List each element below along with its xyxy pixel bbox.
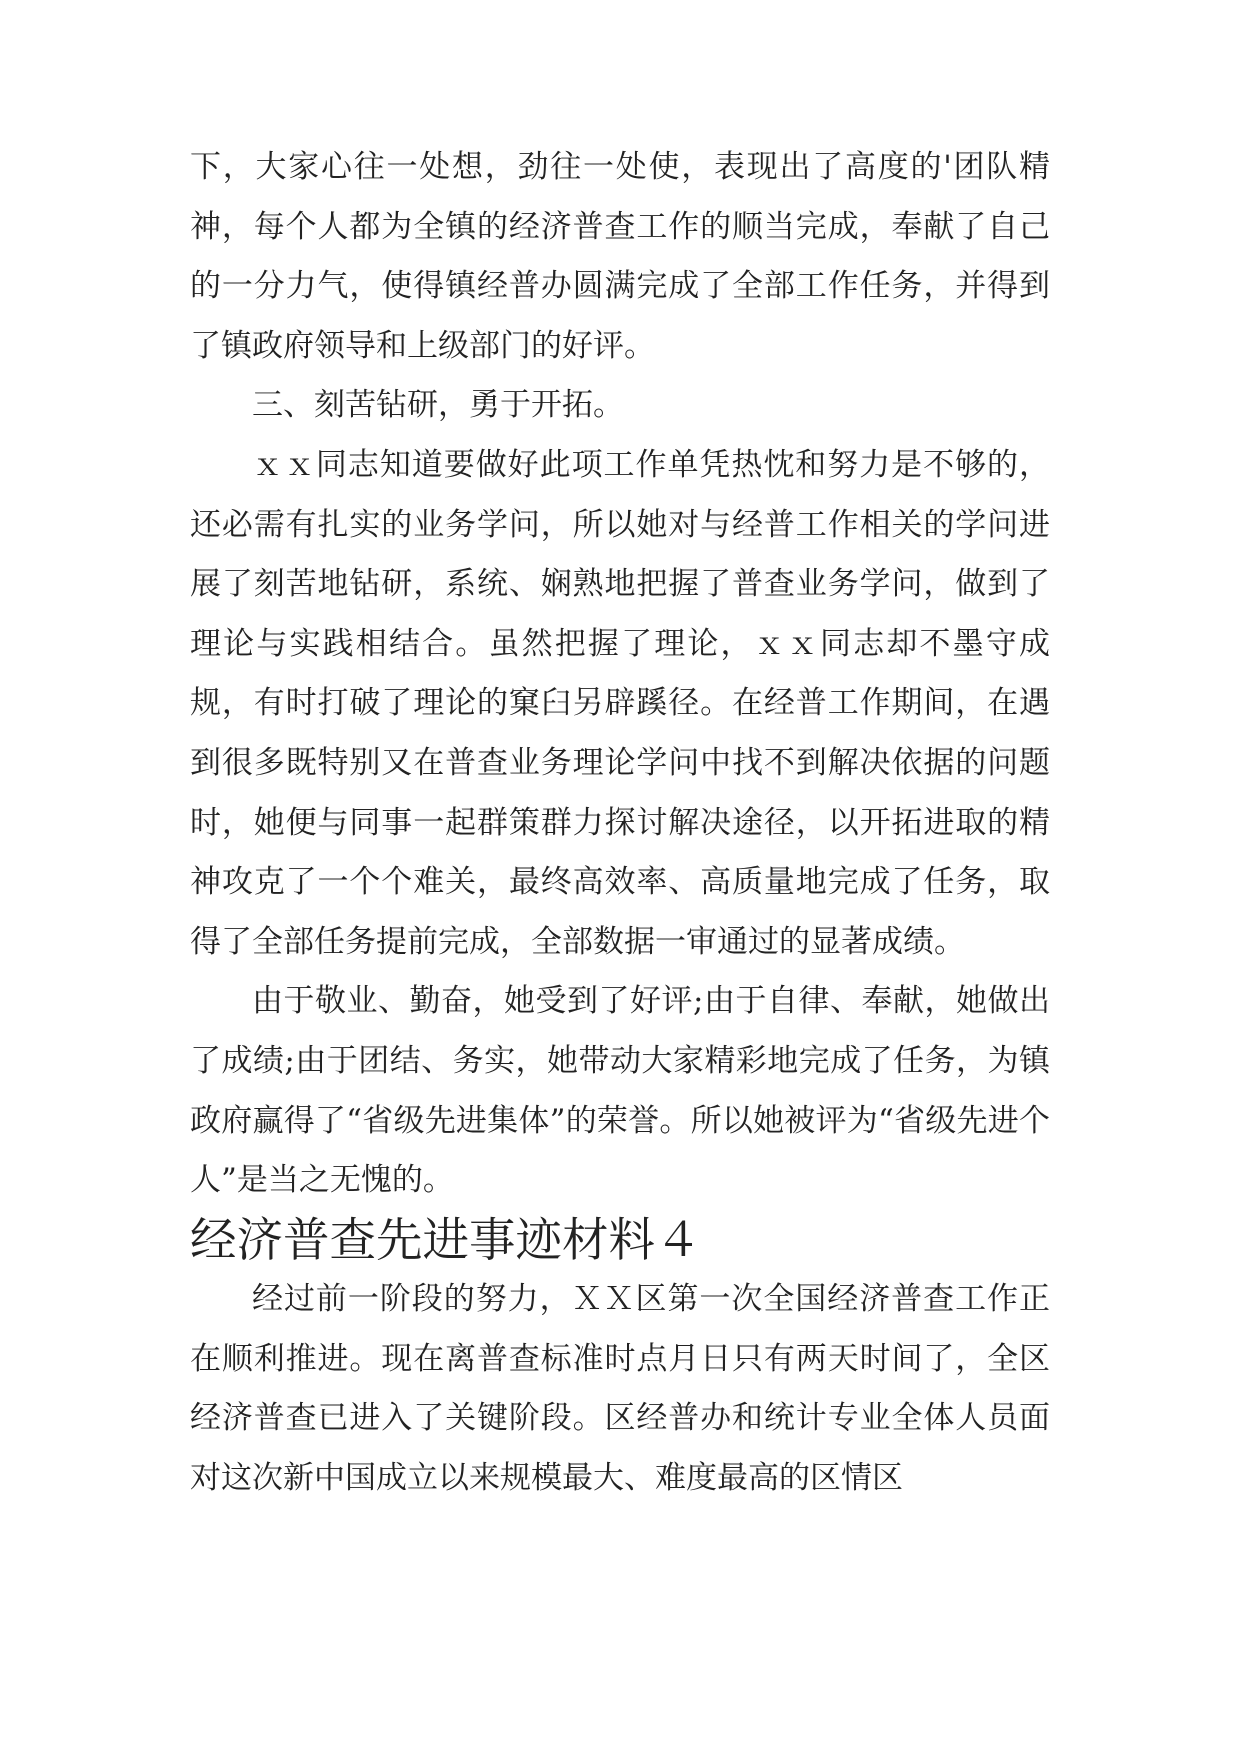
material-title-4: 经济普查先进事迹材料４ [190,1212,702,1267]
paragraph-research: ｘｘ同志知道要做好此项工作单凭热忱和努力是不够的，还必需有扎实的业务学问，所以她对与经普工作相关的学问进展了刻苦地钻研，系统、娴熟地把握了普查业务学问，做到了理论与实践相结合。虽然把握了理论，ｘｘ同志却不墨守成规，有时打破了理论的窠臼另辟蹊径。在经普工作期间，在遇到很多既特别又在普查业务理论学问中找不到解决依据的问题时，她便与同事一起群策群力探讨解决途径，以开拓进取的精神攻克了一个个难关，最终高效率、高质量地完成了任务，取得了全部任务提前完成，全部数据一审通过的显著成绩。 [190,446,1050,960]
paragraph-progress: 经过前一阶段的努力，ＸＸ区第一次全国经济普查工作正在顺利推进。现在离普查标准时点月日只有两天时间了，全区经济普查已进入了关键阶段。区经普办和统计专业全体人员面对这次新中国成立以来规模最大、难度最高的区情区 [190,1281,1050,1497]
document-page [190,138,1050,1509]
paragraph-continuation: 下，大家心往一处想，劲往一处使，表现出了高度的'团队精神，每个人都为全镇的经济普查工作的顺当完成，奉献了自己的一分力气，使得镇经普办圆满完成了全部工作任务，并得到了镇政府领导和上级部门的好评。 [190,149,1050,364]
section-heading-three: 三、刻苦钻研，勇于开拓。 [252,387,624,424]
paragraph-summary: 由于敬业、勤奋，她受到了好评;由于自律、奉献，她做出了成绩;由于团结、务实，她带动大家精彩地完成了任务，为镇政府赢得了“省级先进集体”的荣誉。所以她被评为“省级先进个人”是当之无愧的。 [190,983,1050,1199]
